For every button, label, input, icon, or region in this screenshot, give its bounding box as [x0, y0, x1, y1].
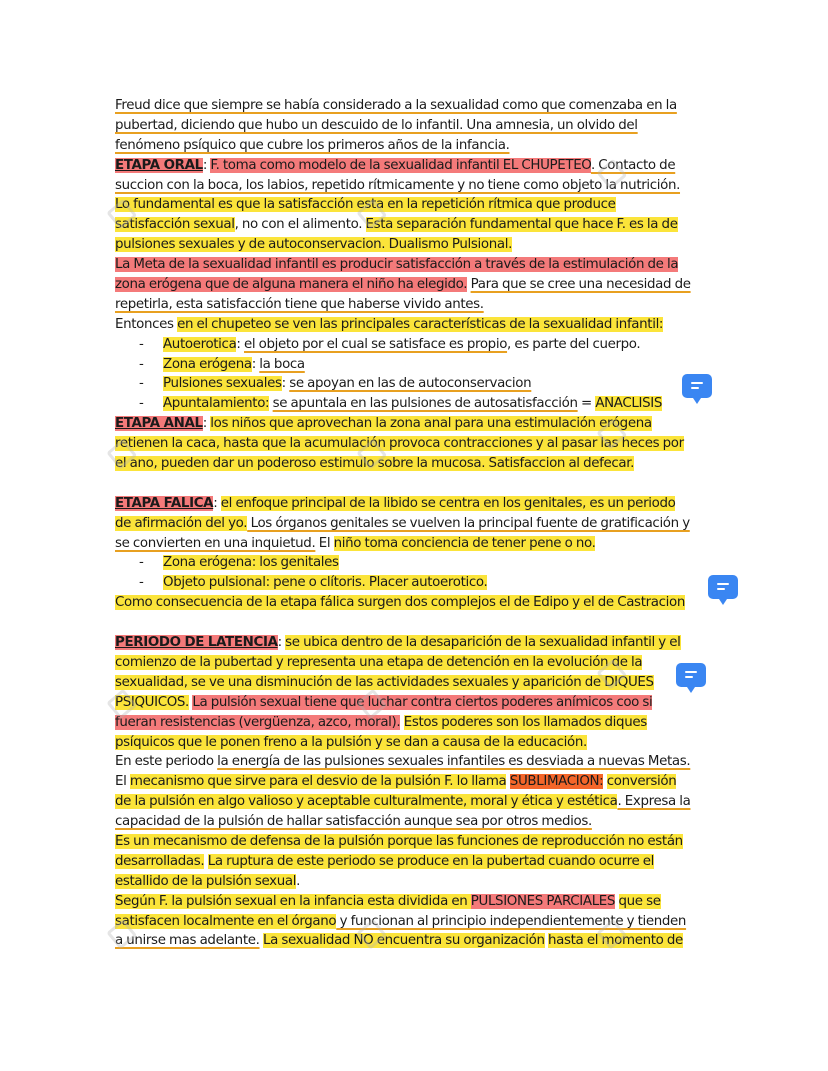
- bullet-dash: -: [139, 336, 144, 352]
- yellow-highlight: comienzo de la pubertad y representa una etapa de detención en la evolución de la: [115, 654, 643, 670]
- text-segment: :: [236, 336, 244, 352]
- section-heading: ETAPA ANAL: [115, 416, 203, 432]
- red-highlight: La Meta de la sexualidad infantil es producir satisfacción a través de la estimulación de la: [115, 257, 679, 273]
- underlined-text: Los órganos genitales se vuelven la principal fuente de gratificación y: [247, 515, 690, 531]
- text-line: [115, 116, 715, 136]
- text-line: [115, 812, 715, 832]
- text-line: [115, 295, 715, 315]
- text-line: [115, 713, 715, 733]
- underlined-text: y funcionan al principio independientemente y tienden: [336, 913, 687, 929]
- red-highlight: F. toma como modelo de la sexualidad infantil EL CHUPETEO: [210, 157, 591, 173]
- underlined-text: Freud dice que siempre se había considerado a la sexualidad como que comenzaba en la: [115, 98, 677, 113]
- text-segment: .: [296, 873, 301, 889]
- yellow-highlight: conversión: [606, 774, 677, 790]
- yellow-highlight: Estos poderes son los llamados diques: [403, 714, 647, 730]
- list-item: [115, 553, 715, 573]
- red-highlight: zona erógena que de alguna manera el niño ha elegido.: [115, 277, 468, 293]
- text-line: [115, 593, 715, 613]
- yellow-highlight: desarrolladas.: [115, 853, 205, 869]
- text-line: [115, 792, 715, 812]
- comment-icon[interactable]: [682, 374, 712, 398]
- text-line: [115, 673, 715, 693]
- yellow-highlight: mecanismo que sirve para el desvio de la pulsión F. lo llama: [129, 774, 507, 790]
- text-segment: El: [315, 535, 334, 551]
- list-item: [115, 573, 715, 593]
- underlined-text: succion con la boca, los labios, repetido rítmicamente y no tiene como objeto la nutrición.: [115, 177, 681, 193]
- text-line: [115, 156, 715, 176]
- section-heading: ETAPA FALICA: [115, 495, 214, 511]
- underlined-text: el objeto por el cual se satisface es propio: [244, 336, 508, 352]
- yellow-highlight: niño toma conciencia de tener pene o no.: [333, 535, 596, 551]
- text-line: [115, 633, 715, 653]
- text-line: [115, 534, 715, 554]
- blank-line: [115, 613, 715, 633]
- text-line: [115, 255, 715, 275]
- underlined-text: Para que se cree una necesidad de: [470, 277, 691, 293]
- text-line: [115, 494, 715, 514]
- section-heading: ETAPA ORAL: [115, 157, 203, 173]
- section-heading: PERIODO DE LATENCIA: [115, 635, 278, 651]
- yellow-highlight: el enfoque principal de la libido se centra en los genitales, es un periodo: [220, 495, 676, 511]
- text-line: [115, 414, 715, 434]
- underlined-text: capacidad de la pulsión de hallar satisfacción aunque sea por otros medios.: [115, 814, 592, 830]
- orange-highlight: SUBLIMACION:: [509, 774, 604, 790]
- text-segment: =: [577, 396, 596, 412]
- yellow-highlight: Apuntalamiento:: [163, 396, 270, 412]
- yellow-highlight: satisfacen localmente en el órgano: [115, 913, 337, 929]
- text-line: [115, 215, 715, 235]
- yellow-highlight: satisfacción sexual: [115, 217, 235, 233]
- underlined-text: . Contacto de: [590, 157, 676, 173]
- bullet-dash: -: [139, 575, 144, 591]
- yellow-highlight: porque las funciones de reproducción no están: [383, 833, 683, 849]
- text-line: [115, 872, 715, 892]
- text-line: [115, 315, 715, 335]
- list-item: [115, 394, 715, 414]
- text-segment: , es parte del cuerpo.: [507, 336, 641, 352]
- yellow-highlight: se ubica dentro de la desaparición de la sexualidad infantil y el: [285, 635, 681, 651]
- text-line: [115, 693, 715, 713]
- yellow-highlight: Como consecuencia de la etapa fálica surgen dos complejos el de Edipo y el de Castracion: [115, 595, 685, 611]
- text-line: [115, 733, 715, 753]
- yellow-highlight: La ruptura de este periodo se produce en la pubertad cuando ocurre el: [207, 853, 655, 869]
- text-line: [115, 454, 715, 474]
- yellow-highlight: sexualidad, se ve una disminución de las actividades sexuales y aparición de DIQUES: [115, 674, 654, 690]
- text-segment: [615, 894, 618, 909]
- yellow-highlight: Zona erógena: [163, 356, 252, 372]
- document-body: [115, 96, 715, 951]
- text-line: [115, 653, 715, 673]
- text-line: [115, 832, 715, 852]
- text-line: [115, 852, 715, 872]
- underlined-text: se apoyan en las de autoconservacion: [289, 376, 532, 392]
- yellow-highlight: en el chupeteo se ven las principales características de la sexualidad infantil:: [177, 316, 664, 332]
- text-segment: :: [281, 376, 290, 392]
- text-line: [115, 96, 715, 116]
- yellow-highlight: ANACLISIS: [595, 396, 662, 412]
- text-line: [115, 235, 715, 255]
- list-item: [115, 374, 715, 394]
- text-line: [115, 275, 715, 295]
- text-line: [115, 434, 715, 454]
- blank-line: [115, 474, 715, 494]
- yellow-highlight: pulsiones sexuales y de autoconservacion. Dualismo Pulsional.: [115, 237, 512, 253]
- comment-icon[interactable]: [676, 663, 706, 687]
- text-segment: , no con el alimento.: [234, 217, 366, 233]
- text-segment: El: [115, 774, 130, 790]
- underlined-text: . Expresa la: [617, 794, 691, 810]
- bullet-dash: -: [139, 376, 144, 392]
- text-segment: :: [277, 635, 286, 651]
- text-line: [115, 892, 715, 912]
- text-line: [115, 772, 715, 792]
- yellow-highlight: retienen la caca, hasta que la acumulación provoca contracciones y al pasar las heces por: [115, 436, 684, 452]
- text-segment: :: [202, 157, 211, 173]
- yellow-highlight: que se: [618, 893, 661, 909]
- text-line: [115, 195, 715, 215]
- yellow-highlight: los niños que aprovechan la zona anal para una estimulación erógena: [210, 416, 652, 432]
- text-line: [115, 136, 715, 156]
- yellow-highlight: Lo fundamental es que la satisfacción esta en la repetición rítmica que produce: [115, 197, 616, 213]
- red-highlight: PULSIONES PARCIALES: [470, 893, 616, 909]
- underlined-text: a unirse mas adelante.: [115, 933, 260, 949]
- yellow-highlight: de afirmación del yo.: [115, 515, 248, 531]
- yellow-highlight: Es un mecanismo de defensa de la pulsión: [115, 833, 384, 849]
- bullet-dash: -: [139, 555, 144, 571]
- underlined-text: repetirla, esta satisfacción tiene que haberse vivido antes.: [115, 296, 484, 312]
- text-line: [115, 912, 715, 932]
- yellow-highlight: Autoerotica: [163, 336, 237, 352]
- yellow-highlight: hasta el momento de: [548, 933, 683, 949]
- yellow-highlight: Objeto pulsional: pene o clítoris. Placer autoerotico.: [163, 575, 488, 591]
- yellow-highlight: Zona erógena: los genitales: [163, 555, 339, 571]
- text-segment: En este periodo: [115, 754, 218, 770]
- underlined-text: la energía de las pulsiones sexuales infantiles es desviada a nuevas Metas.: [217, 754, 691, 770]
- underlined-text: fenómeno psíquico que cubre los primeros años de la infancia.: [115, 137, 510, 153]
- yellow-highlight: estallido de la pulsión sexual: [115, 873, 297, 889]
- underlined-text: pubertad, diciendo que hubo un descuido de lo infantil. Una amnesia, un olvido del: [115, 117, 638, 133]
- yellow-highlight: La sexualidad NO encuentra su organización: [262, 933, 545, 949]
- red-highlight: fueran resistencias (vergüenza, azco, moral).: [115, 714, 401, 730]
- yellow-highlight: psíquicos que le ponen freno a la pulsión y se dan a causa de la educación.: [115, 734, 587, 750]
- bullet-dash: -: [139, 396, 144, 412]
- bullet-dash: -: [139, 356, 144, 372]
- text-line: [115, 752, 715, 772]
- text-line: [115, 514, 715, 534]
- text-segment: :: [251, 356, 260, 372]
- underlined-text: la boca: [259, 356, 305, 372]
- comment-icon[interactable]: [708, 575, 738, 599]
- text-segment: :: [202, 416, 211, 432]
- list-item: [115, 355, 715, 375]
- yellow-highlight: Según F. la pulsión sexual en la infancia esta dividida en: [115, 893, 471, 909]
- list-item: [115, 335, 715, 355]
- red-highlight: La pulsión sexual tiene que luchar contra ciertos poderes anímicos coo si: [192, 694, 653, 710]
- yellow-highlight: de la pulsión en algo valioso y aceptable culturalmente, moral y ética y estética: [115, 794, 618, 810]
- underlined-text: se convierten en una inquietud.: [115, 535, 316, 551]
- yellow-highlight: Esta separación fundamental que hace F. es la de: [365, 217, 678, 233]
- yellow-highlight: Pulsiones sexuales: [163, 376, 282, 392]
- text-line: [115, 931, 715, 951]
- text-segment: Entonces: [115, 316, 178, 332]
- text-line: [115, 176, 715, 196]
- yellow-highlight: PSIQUICOS.: [115, 694, 189, 710]
- underlined-text: se apuntala en las pulsiones de autosatisfacción: [272, 396, 578, 412]
- yellow-highlight: el ano, pueden dar un poderoso estimulo sobre la mucosa. Satisfaccion al defecar.: [115, 456, 635, 472]
- text-segment: :: [213, 495, 221, 511]
